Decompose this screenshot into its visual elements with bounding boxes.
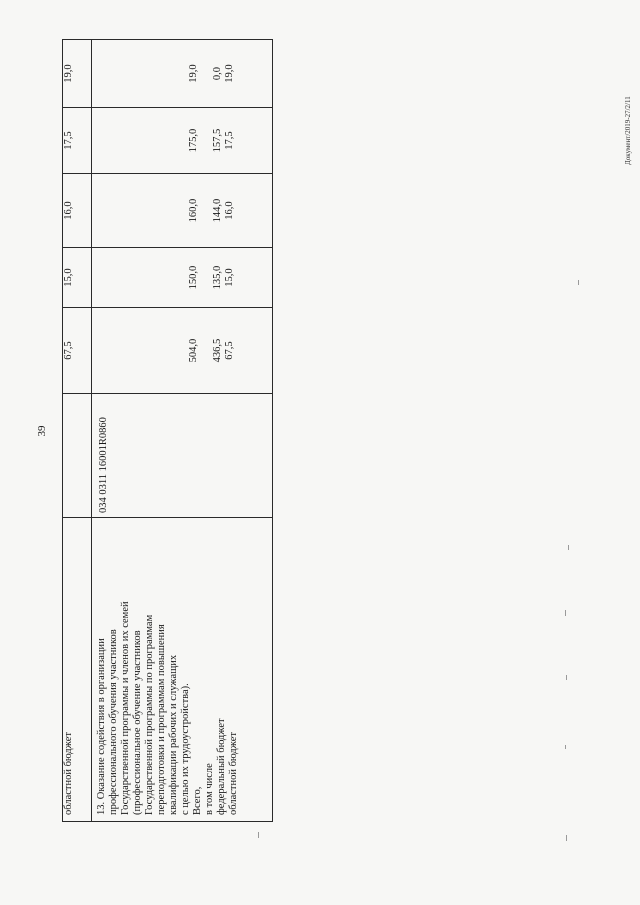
total-value: 175,0 <box>188 128 199 153</box>
description-line: Государственной программы и членов их семей <box>120 601 131 815</box>
values-column <box>92 108 273 174</box>
description-line: с целью их трудоустройства). <box>180 683 191 815</box>
value-cell: 15,0 <box>63 248 92 308</box>
budget-table <box>62 39 273 822</box>
scan-artifact <box>258 832 259 838</box>
scan-artifact <box>566 675 567 680</box>
scan-artifact <box>566 835 567 841</box>
federal-value: 157,5 <box>212 128 223 153</box>
program-description-cell <box>92 518 273 822</box>
total-value: 150,0 <box>188 265 199 290</box>
scan-artifact <box>568 545 569 550</box>
scan-artifact <box>565 610 566 616</box>
description-line: переподготовки и программам повышения <box>156 624 167 815</box>
page-number: 39 <box>36 425 48 437</box>
value-cell: 67,5 <box>63 308 92 394</box>
row-label-regional-budget: областной бюджет <box>63 518 92 822</box>
budget-table-rotated <box>62 40 273 822</box>
table-row <box>92 40 273 822</box>
description-line: Государственной программы по программам <box>144 614 155 815</box>
value-cell: 17,5 <box>63 108 92 174</box>
values-column <box>92 308 273 394</box>
total-value: 504,0 <box>188 338 199 363</box>
federal-value: 436,5 <box>212 338 223 363</box>
description-line: Всего, <box>192 786 203 815</box>
values-column <box>92 174 273 248</box>
regional-value: 17,5 <box>224 131 235 150</box>
regional-value: 16,0 <box>224 201 235 220</box>
federal-value: 144,0 <box>212 198 223 223</box>
scan-artifact <box>565 745 566 749</box>
table-row <box>63 40 92 822</box>
federal-value: 135,0 <box>212 265 223 290</box>
description-line: областной бюджет <box>228 732 239 815</box>
document-stamp: Документ/2019-27/2/11 <box>624 96 632 165</box>
value-cell: 16,0 <box>63 174 92 248</box>
federal-value: 0,0 <box>212 66 223 81</box>
scan-artifact <box>578 280 579 285</box>
values-column <box>92 248 273 308</box>
description-line: 13. Оказание содействия в организации <box>96 638 107 815</box>
regional-value: 67,5 <box>224 341 235 360</box>
value-cell: 19,0 <box>63 40 92 108</box>
values-column <box>92 40 273 108</box>
budget-code-cell: 034 0311 16001R0860 <box>92 394 273 518</box>
description-line: в том числе <box>204 763 215 815</box>
description-line: (профессиональное обучение участников <box>132 630 143 815</box>
empty-code-cell <box>63 394 92 518</box>
total-value: 160,0 <box>188 198 199 223</box>
description-line: профессионального обучения участников <box>108 629 119 815</box>
regional-value: 19,0 <box>224 64 235 83</box>
description-line: квалификации рабочих и служащих <box>168 654 179 815</box>
description-line: федеральный бюджет <box>216 718 227 815</box>
total-value: 19,0 <box>188 64 199 83</box>
regional-value: 15,0 <box>224 268 235 287</box>
